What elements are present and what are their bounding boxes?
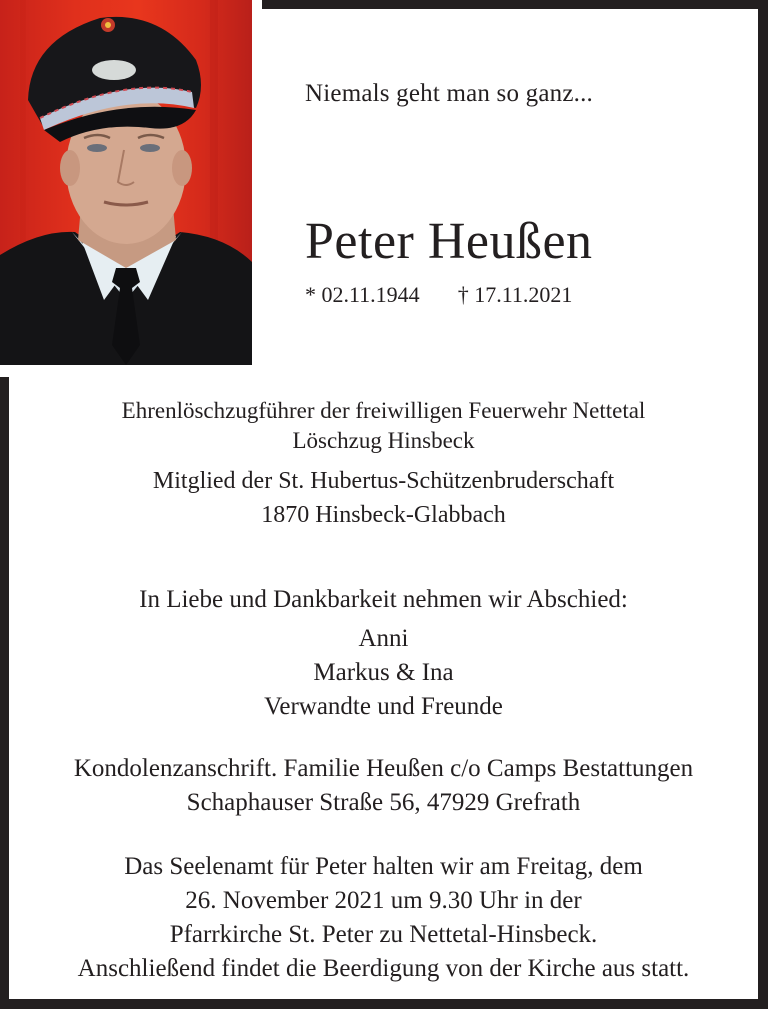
service-line: Anschließend findet die Beerdigung von der Kirche aus statt. — [77, 955, 690, 982]
mourner-name: Markus & Ina — [313, 659, 454, 686]
mourner-name: Anni — [358, 625, 409, 652]
role-line: Löschzug Hinsbeck — [292, 428, 475, 453]
club-membership — [9, 464, 758, 532]
deceased-name: Peter Heußen — [305, 213, 593, 270]
frame-top-border — [262, 0, 768, 9]
service-line: Pfarrkirche St. Peter zu Nettetal-Hinsbeck. — [169, 921, 598, 948]
address-line: Schaphauser Straße 56, 47929 Grefrath — [186, 789, 581, 816]
mourner-name: Verwandte und Freunde — [264, 693, 503, 720]
service-line: Das Seelenamt für Peter halten wir am Freitag, dem — [124, 853, 643, 880]
farewell-intro: In Liebe und Dankbarkeit nehmen wir Abschied: — [139, 586, 628, 613]
memorial-service-info — [9, 850, 758, 986]
tagline: Niemals geht man so ganz... — [305, 80, 593, 107]
role-line: Mitglied der St. Hubertus-Schützenbruderschaft — [152, 468, 615, 494]
frame-bottom-border — [0, 999, 768, 1009]
birth-date: * 02.11.1944 — [305, 282, 420, 307]
condolence-address — [9, 752, 758, 820]
address-line: Kondolenzanschrift. Familie Heußen c/o Camps Bestattungen — [73, 755, 694, 782]
death-date: † 17.11.2021 — [457, 282, 573, 307]
mourners-list — [9, 622, 758, 724]
role-line: 1870 Hinsbeck-Glabbach — [261, 502, 506, 528]
service-line: 26. November 2021 um 9.30 Uhr in der — [185, 887, 582, 914]
portrait-illustration — [0, 0, 252, 365]
role-line: Ehrenlöschzugführer der freiwilligen Feuerwehr Nettetal — [121, 398, 646, 423]
frame-right-border — [758, 0, 768, 1009]
life-dates — [305, 282, 572, 308]
frame-left-border — [0, 377, 9, 1009]
portrait-photo — [0, 0, 252, 365]
fire-brigade-role — [9, 396, 758, 456]
